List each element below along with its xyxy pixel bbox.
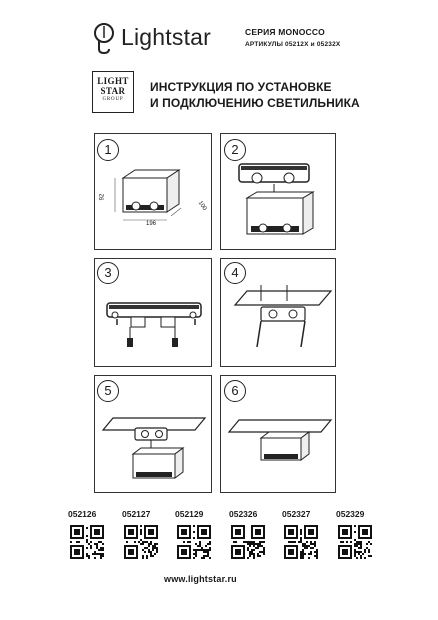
qr-code-3	[177, 525, 211, 559]
website-url: www.lightstar.ru	[164, 574, 237, 584]
article-code-2: 052127	[122, 509, 151, 519]
step-6-number: 6	[224, 380, 246, 402]
qr-code-4	[231, 525, 265, 559]
lightbulb-icon	[92, 22, 116, 56]
step-2-number: 2	[224, 139, 246, 161]
qr-code-5	[284, 525, 318, 559]
logo-line-3: GROUP	[102, 97, 124, 102]
article-code-5: 052327	[282, 509, 311, 519]
title-line-2: И ПОДКЛЮЧЕНИЮ СВЕТИЛЬНИКА	[150, 96, 360, 110]
article-code-3: 052129	[175, 509, 204, 519]
page-title	[150, 79, 360, 111]
logo-line-2: STAR	[100, 86, 126, 96]
brand-name: Lightstar	[121, 24, 212, 50]
step-1-width-dim: 196	[146, 221, 157, 227]
qr-code-2	[124, 525, 158, 559]
step-5-number: 5	[97, 380, 119, 402]
article-code-6: 052329	[336, 509, 365, 519]
article-numbers: АРТИКУЛЫ 05212X и 05232X	[245, 41, 341, 48]
article-code-1: 052126	[68, 509, 97, 519]
step-4-number: 4	[224, 262, 246, 284]
qr-code-1	[70, 525, 104, 559]
step-1-depth-dim: 100	[196, 200, 208, 212]
step-1-height-dim: 92	[99, 193, 106, 201]
title-line-1: ИНСТРУКЦИЯ ПО УСТАНОВКЕ	[150, 80, 332, 94]
logo-line-1: LIGHT	[97, 76, 129, 86]
qr-code-6	[338, 525, 372, 559]
step-1-number: 1	[97, 139, 119, 161]
step-3-number: 3	[97, 262, 119, 284]
series-name: СЕРИЯ MONOCCO	[245, 27, 325, 37]
lightstar-group-logo	[92, 71, 134, 113]
article-code-4: 052326	[229, 509, 258, 519]
